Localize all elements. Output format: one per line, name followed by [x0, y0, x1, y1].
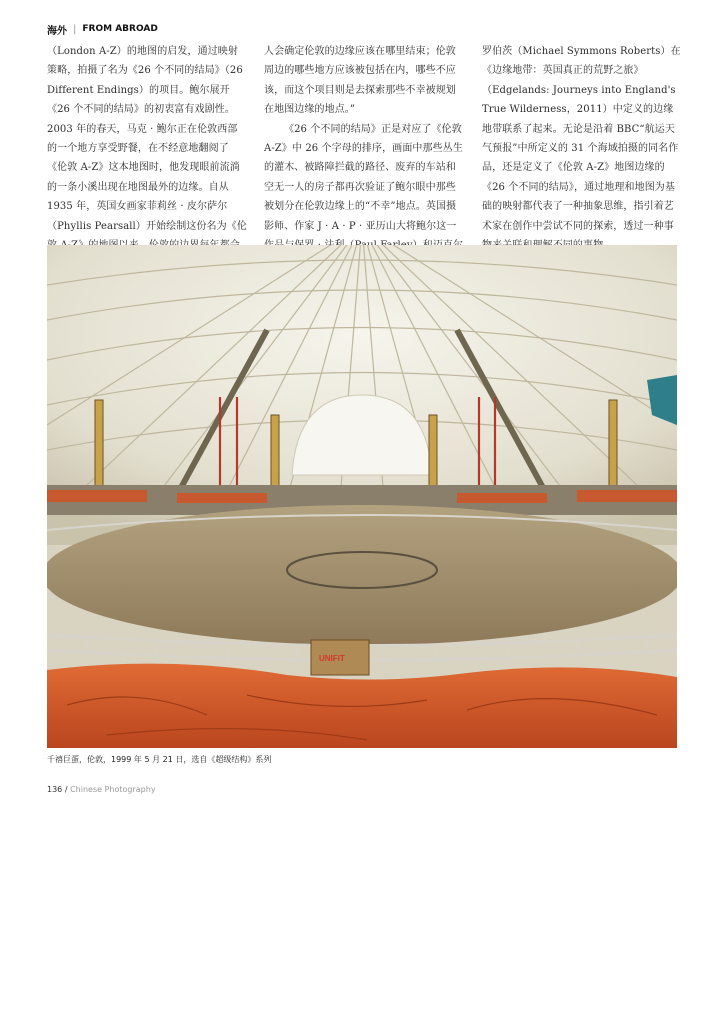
arena-floor — [47, 505, 677, 645]
page-footer — [47, 785, 156, 794]
photo-caption: 千禧巨蛋，伦敦，1999 年 5 月 21 日，选自《超级结构》系列 — [47, 755, 272, 764]
page-number: 136 — [47, 785, 63, 794]
section-title-en: FROM ABROAD — [82, 24, 158, 34]
article-paragraph: （London A-Z）的地图的启发，通过映射策略，拍摄了名为《26 个不同的结局》（26 Different Endings）的项目。鲍尔展开《26 个不同的结局》的初衷富有戏剧性。2003 年的春天，马克 · 鲍尔正在伦敦西部的一个地方享受野餐，在不经意地翻阅了《伦敦 A-Z》这本地图时，他发现眼前流淌的一条小溪出现在地图最外的边缘。自从 1935 年，英国女画家菲莉丝 · 皮尔萨尔（Phyllis Pearsall）开始绘制这份名为《伦 — [47, 46, 247, 232]
header-separator: | — [73, 23, 77, 35]
article-paragraph: 人会确定伦敦的边缘应该在哪里结束；伦敦周边的哪些地方应该被包括在内，哪些不应该，而这个项目则是去探索那些不幸被规划在地图边缘的地点。” — [264, 46, 456, 116]
article-column-1 — [47, 42, 247, 275]
section-header — [47, 21, 158, 37]
dome-photograph — [47, 245, 677, 748]
crate-label: UNIFIT — [319, 654, 345, 663]
article-column-2 — [264, 42, 464, 275]
dome-interior-illustration — [47, 245, 677, 748]
section-title-cn: 海外 — [47, 25, 67, 37]
article-column-3 — [482, 42, 682, 255]
article-paragraph: 罗伯茨（Michael Symmons Roberts）在《边缘地带：英国真正的荒野之旅》（Edgelands: Journeys into England's True Wilderness，2011）中定义的边缘地带联系了起来。无论是沿着 BBC“航运天气预报”中所定义的 31 个海域拍摄的同名作品，还是定义了《伦敦 A-Z》地图边缘的《26 个不同的结局》，通过地理和地图为基础的映射都代表了一种抽象思维，指引着艺术家在创作中尝试不同的探索，透过一种事 — [482, 46, 681, 232]
folio-separator: / — [64, 785, 68, 794]
magazine-name: Chinese Photography — [70, 785, 156, 794]
article-paragraph: 《26 个不同的结局》正是对应了《伦敦 A-Z》中 26 个字母的排序，画面中那些丛生的灌木、被路障拦截的路径、废弃的车站和空无一人的房子都再次验证了鲍尔眼中那些被划分在伦敦边缘上的“不幸”地点。英国摄影师、作家 J · A · P · 亚历山大将鲍尔这一 — [264, 123, 463, 232]
